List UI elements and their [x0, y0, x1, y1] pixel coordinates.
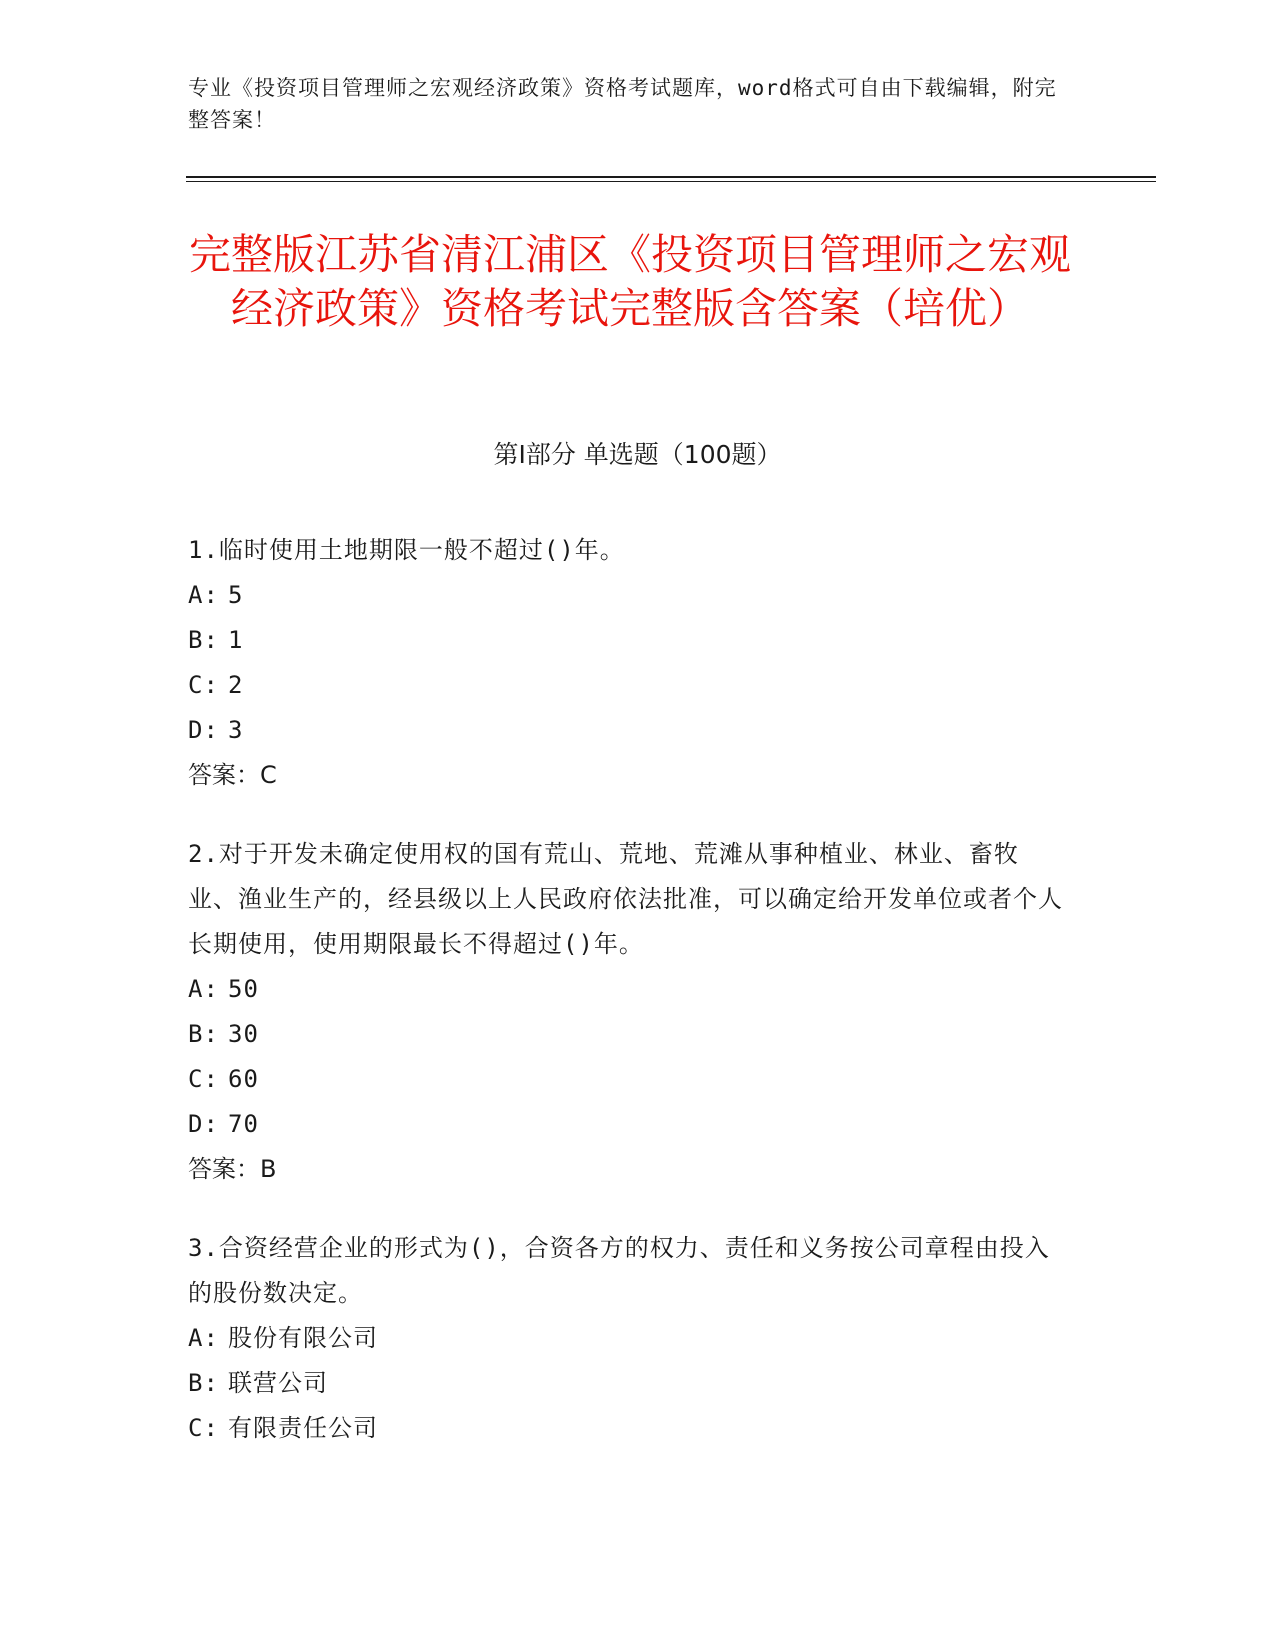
header-note: 专业《投资项目管理师之宏观经济政策》资格考试题库，word格式可自由下载编辑，附完整答案！ — [188, 76, 1057, 132]
question-1 — [188, 528, 1068, 798]
option-letter: B: — [188, 1020, 219, 1048]
option-text: 联营公司 — [228, 1369, 328, 1397]
option-c — [188, 1406, 1068, 1451]
option-text: 70 — [228, 1110, 259, 1138]
option-text: 50 — [228, 975, 259, 1003]
option-text: 股份有限公司 — [228, 1324, 378, 1352]
question-3 — [188, 1226, 1068, 1451]
answer-line: 答案：C — [188, 761, 277, 789]
option-b — [188, 618, 1068, 663]
question-list — [188, 528, 1068, 1485]
option-text: 1 — [228, 626, 244, 654]
option-a — [188, 1316, 1068, 1361]
option-b — [188, 1012, 1068, 1057]
option-a — [188, 573, 1068, 618]
option-a — [188, 967, 1068, 1012]
header-divider-thick — [186, 176, 1156, 178]
question-2 — [188, 832, 1068, 1192]
option-letter: D: — [188, 716, 219, 744]
answer-line: 答案：B — [188, 1155, 277, 1183]
option-letter: B: — [188, 626, 219, 654]
option-letter: C: — [188, 671, 219, 699]
option-text: 60 — [228, 1065, 259, 1093]
document-title: 完整版江苏省清江浦区《投资项目管理师之宏观经济政策》资格考试完整版含答案（培优） — [188, 230, 1071, 333]
header-divider-thin — [186, 181, 1156, 182]
option-letter: A: — [188, 975, 219, 1003]
option-letter: C: — [188, 1065, 219, 1093]
section-heading: 第Ⅰ部分 单选题（100题） — [493, 440, 782, 469]
option-c — [188, 1057, 1068, 1102]
option-text: 5 — [228, 581, 244, 609]
option-b — [188, 1361, 1068, 1406]
option-text: 有限责任公司 — [228, 1414, 378, 1442]
option-letter: C: — [188, 1414, 219, 1442]
option-letter: A: — [188, 581, 219, 609]
option-letter: A: — [188, 1324, 219, 1352]
option-d — [188, 708, 1068, 753]
option-letter: B: — [188, 1369, 219, 1397]
option-text: 3 — [228, 716, 244, 744]
question-stem: 2.对于开发未确定使用权的国有荒山、荒地、荒滩从事种植业、林业、畜牧业、渔业生产的，经县级以上人民政府依法批准，可以确定给开发单位或者个人长期使用，使用期限最长不得超过()年。 — [188, 840, 1063, 958]
question-stem: 1.临时使用土地期限一般不超过()年。 — [188, 536, 625, 564]
option-c — [188, 663, 1068, 708]
option-text: 30 — [228, 1020, 259, 1048]
question-stem: 3.合资经营企业的形式为()，合资各方的权力、责任和义务按公司章程由投入的股份数决定。 — [188, 1234, 1050, 1307]
option-text: 2 — [228, 671, 244, 699]
option-d — [188, 1102, 1068, 1147]
option-letter: D: — [188, 1110, 219, 1138]
